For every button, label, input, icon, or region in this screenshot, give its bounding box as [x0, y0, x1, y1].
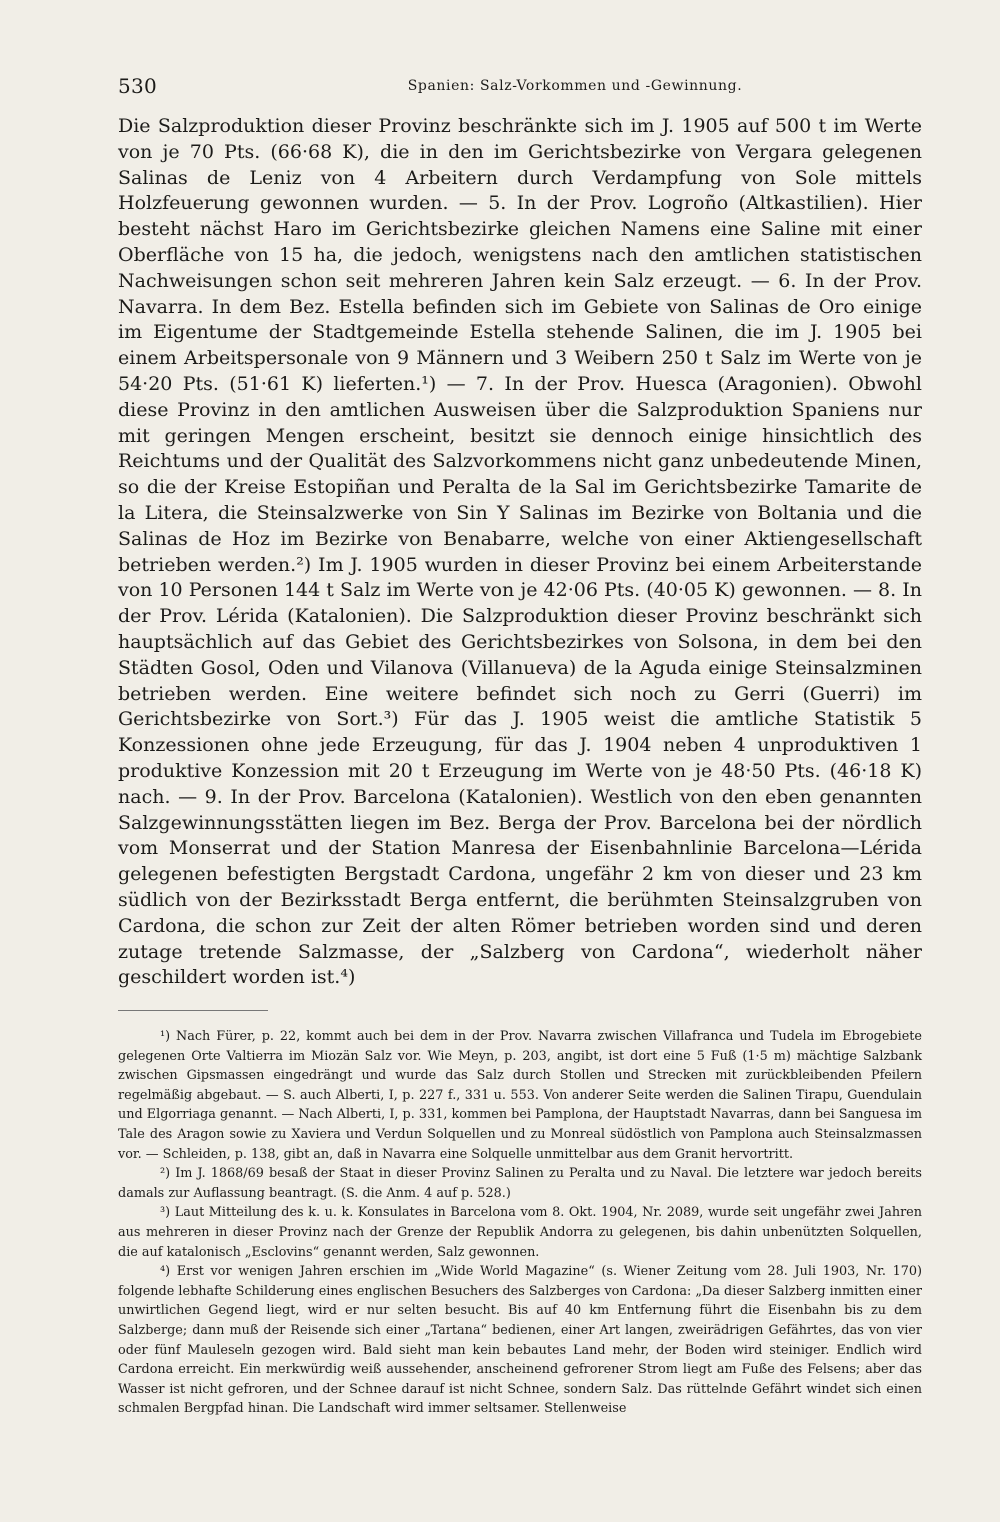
- footnote-4: ⁴) Erst vor wenigen Jahren erschien im „Wide World Magazine“ (s. Wiener Zeitung vom 28. Juli 1903, Nr. 170) folgende lebhafte Schilderung eines englischen Besuchers des Salzberges von Cardona: „Da dieser Salzberg inmitten einer unwirtlichen Gegend liegt, wird er nur selten besucht. Bis auf 40 km Entfernung führt die Eisenbahn bis zu dem Salzberge; dann muß der Reisende sich einer „Tartana“ bedienen, einer Art langen, zweirädrigen Gefährtes, das von vier oder fünf Mauleseln gezogen wird. Bald sieht man kein bebautes Land mehr, der Boden wird steiniger. Endlich wird Cardona erreicht. Ein merkwürdig weiß aussehender, anscheinend gefrorener Strom liegt am Fuße des Felsens; aber das Wasser ist nicht gefroren, und der Schnee darauf ist nicht Schnee, sondern Salz. Das rüttelnde Gefährt windet sich einen schmalen Bergpfad hinan. Die Landschaft wird immer seltsamer. Stellenweise: [118, 1264, 922, 1417]
- running-head: Spanien: Salz-Vorkommen und -Gewinnung.: [407, 78, 743, 94]
- footnote-3: ³) Laut Mitteilung des k. u. k. Konsulates in Barcelona vom 8. Okt. 1904, Nr. 2089, wurde seit ungefähr zwei Jahren aus mehreren in dieser Provinz nach der Grenze der Republik Andorra zu gelegenen, bis dahin unbenützten Solquellen, die auf katalonisch „Esclovins“ genannt werden, Salz gewonnen.: [118, 1205, 922, 1260]
- body-paragraph: Die Salzproduktion dieser Provinz beschränkte sich im J. 1905 auf 500 t im Werte von je 70 Pts. (66·68 K), die in den im Gerichtsbezirke von Vergara gelegenen Salinas de Leniz von 4 Arbeitern durch Verdampfung von Sole mittels Holzfeuerung gewonnen wurden. — 5. In der Prov. Logroño (Altkastilien). Hier besteht nächst Haro im Gerichtsbezirke gleichen Namens eine Saline mit einer Oberfläche von 15 ha, die jedoch, wenigstens nach den amtlichen statistischen Nachweisungen schon seit mehreren Jahren kein Salz erzeugt. — 6. In der Prov. Navarra. In dem Bez. Estella befinden sich im Gebiete von Salinas de Oro einige im Eigentume der Stadtgemeinde Estella stehende Salinen, die im J. 1905 bei einem Arbeitspersonale von 9 Männern und 3 Weibern 250 t Salz im Werte von je 54·20 Pts. (51·61 K) lieferten.¹) — 7. In der Prov. Huesca (Aragonien). Obwohl diese Provinz in den amtlichen Ausweisen über die Salzproduktion Spaniens nur mit geringen Mengen erscheint, besitzt sie dennoch einige hinsichtlich des Reichtums und der Qualität des Salzvorkommens nicht ganz unbedeutende Minen, so die der Kreise Estopiñan und Peralta de la Sal im Gerichtsbezirke Tamarite de la Litera, die Steinsalzwerke von Sin Y Salinas im Bezirke von Boltania und die Salinas de Hoz im Bezirke von Benabarre, welche von einer Aktiengesellschaft betrieben werden.²) Im J. 1905 wurden in dieser Provinz bei einem Arbeiterstande von 10 Personen 144 t Salz im Werte von je 42·06 Pts. (40·05 K) gewonnen. — 8. In der Prov. Lérida (Katalonien). Die Salzproduktion dieser Provinz beschränkt sich hauptsächlich auf das Gebiet des Gerichtsbezirkes von Solsona, in dem bei den Städten Gosol, Oden und Vilanova (Villanueva) de la Aguda einige Steinsalzminen betrieben werden. Eine weitere befindet sich noch zu Gerri (Guerri) im Gerichtsbezirke von Sort.³) Für das J. 1905 weist die amtliche Statistik 5 Konzessionen ohne jede Erzeugung, für das J. 1904 neben 4 unproduktiven 1 produktive Konzession mit 20 t Erzeugung im Werte von je 48·50 Pts. (46·18 K) nach. — 9. In der Prov. Barcelona (Katalonien). Westlich von den eben genannten Salzgewinnungsstätten liegen im Bez. Berga der Prov. Barcelona bei der nördlich vom Monserrat und der Station Manresa der Eisenbahnlinie Barcelona—Lérida gelegenen befestigten Bergstadt Cardona, ungefähr 2 km von dieser und 23 km südlich von der Bezirksstadt Berga entfernt, die berühmten Steinsalzgruben von Cardona, die schon zur Zeit der alten Römer betrieben worden sind und deren zutage tretende Salzmasse, der „Salzberg von Cardona“, wiederholt näher geschildert worden ist.⁴): [118, 115, 922, 989]
- page-number: 530: [118, 74, 158, 98]
- footnote-1: ¹) Nach Fürer, p. 22, kommt auch bei dem in der Prov. Navarra zwischen Villafranca und Tudela im Ebrogebiete gelegenen Orte Valtierra im Miozän Salz vor. Wie Meyn, p. 203, angibt, ist dort eine 5 Fuß (1·5 m) mächtige Salzbank zwischen Gipsmassen eingedrängt und wurde das Salz durch Stollen und Strecken mit zurückbleibenden Pfeilern regelmäßig abgebaut. — S. auch Alberti, I, p. 227 f., 331 u. 553. Von anderer Seite werden die Salinen Tirapu, Guendulain und Elgorriaga genannt. — Nach Alberti, I, p. 331, kommen bei Pamplona, der Hauptstadt Navarras, dann bei Sanguesa im Tale des Aragon sowie zu Xaviera und Verdun Solquellen und zu Monreal südöstlich von Pamplona auch Steinsalzmassen vor. — Schleiden, p. 138, gibt an, daß in Navarra eine Solquelle unmittelbar aus dem Granit hervortritt.: [118, 1029, 922, 1162]
- page-header: [118, 74, 922, 100]
- footnote-2: ²) Im J. 1868/69 besaß der Staat in dieser Provinz Salinen zu Peralta und zu Naval. Die letztere war jedoch bereits damals zur Auflassung beantragt. (S. die Anm. 4 auf p. 528.): [118, 1166, 922, 1201]
- footnotes: [118, 1027, 922, 1419]
- footnote-separator: [118, 1010, 268, 1011]
